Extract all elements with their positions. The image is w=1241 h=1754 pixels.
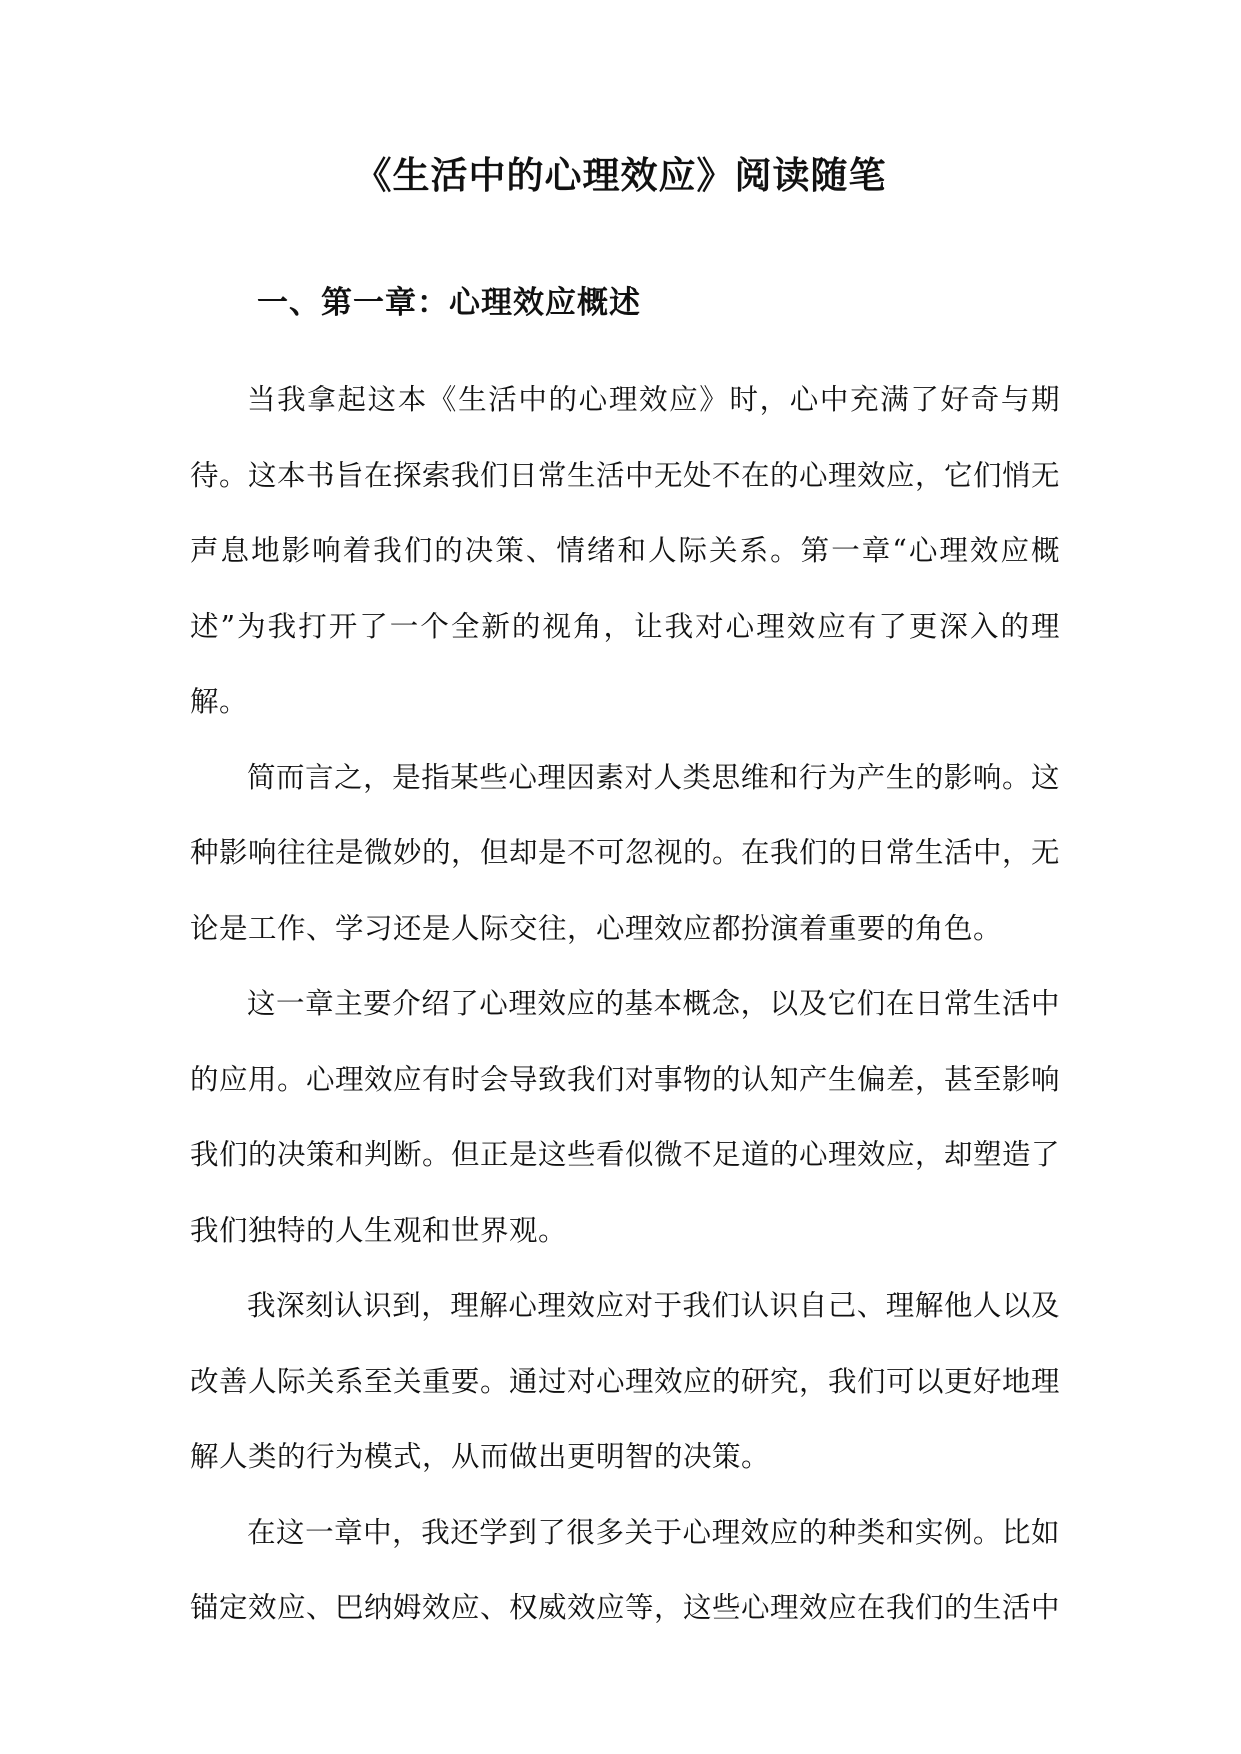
paragraph: 在这一章中，我还学到了很多关于心理效应的种类和实例。比如锚定效应、巴纳姆效应、权威效应等，这些心理效应在我们的生活中 <box>190 1515 1061 1624</box>
body-text <box>190 362 1060 1646</box>
paragraph: 简而言之，是指某些心理因素对人类思维和行为产生的影响。这种影响往往是微妙的，但却是不可忽视的。在我们的日常生活中，无论是工作、学习还是人际交往，心理效应都扮演着重要的角色。 <box>190 760 1061 945</box>
section-heading: 一、第一章：心理效应概述 <box>257 285 641 321</box>
paragraph: 我深刻认识到，理解心理效应对于我们认识自己、理解他人以及改善人际关系至关重要。通过对心理效应的研究，我们可以更好地理解人类的行为模式，从而做出更明智的决策。 <box>190 1289 1061 1473</box>
paragraph: 当我拿起这本《生活中的心理效应》时，心中充满了好奇与期待。这本书旨在探索我们日常生活中无处不在的心理效应，它们悄无声息地影响着我们的决策、情绪和人际关系。第一章“心理效应概述”为我打开了一个全新的视角，让我对心理效应有了更深入的理解。 <box>190 383 1061 718</box>
paragraph: 这一章主要介绍了心理效应的基本概念，以及它们在日常生活中的应用。心理效应有时会导致我们对事物的认知产生偏差，甚至影响我们的决策和判断。但正是这些看似微不足道的心理效应，却塑造了我们独特的人生观和世界观。 <box>190 987 1061 1247</box>
document-title: 《生活中的心理效应》阅读随笔 <box>354 153 887 197</box>
